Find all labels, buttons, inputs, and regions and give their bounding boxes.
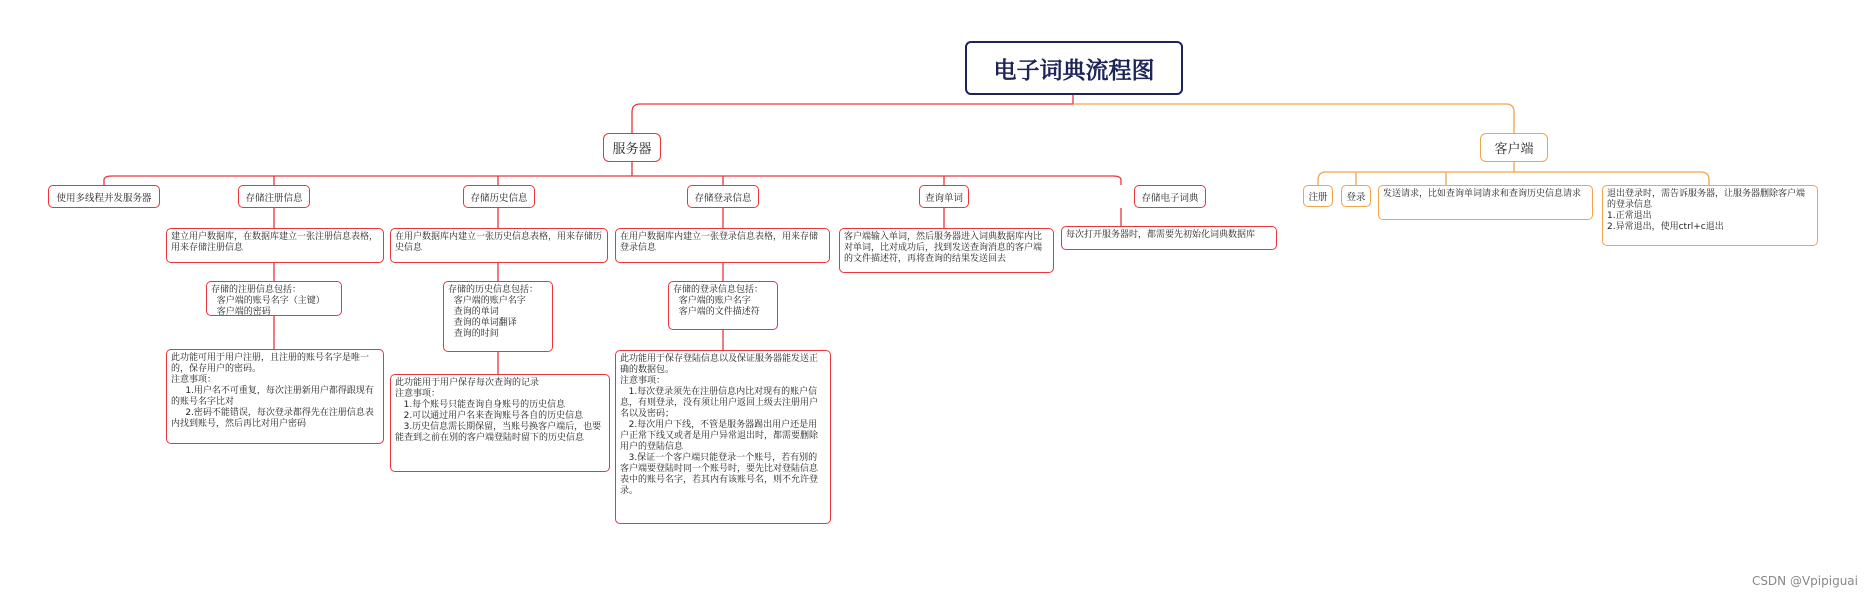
server-node: 服务器: [603, 133, 661, 162]
server-topic-query-word: 查询单词: [919, 185, 969, 208]
client-node: 客户端: [1480, 133, 1548, 162]
history-usage-note: 此功能用于用户保存每次查询的记录 注意事项： 1.每个账号只能查询自身账号的历史信息 2.可以通过用户名来查询账号各自的历史信息 3.历史信息需长期保留，当账号换客户端后，也要能查到之前在别的客户端登陆时留下的历史信息: [390, 374, 610, 472]
server-topic-store-registration: 存储注册信息: [238, 185, 310, 208]
login-fields-note: 存储的登录信息包括： 客户端的账户名字 客户端的文件描述符: [668, 281, 778, 330]
query-word-note: 客户端输入单词，然后服务器进入词典数据库内比对单词，比对成功后，找到发送查询消息的客户端的文件描述符，再将查询的结果发送回去: [839, 228, 1054, 273]
login-table-note: 在用户数据库内建立一张登录信息表格，用来存储登录信息: [615, 228, 830, 263]
client-topic-send-request: 发送请求，比如查询单词请求和查询历史信息请求: [1378, 185, 1593, 220]
client-topic-logout: 退出登录时，需告诉服务器，让服务器删除客户端的登录信息 1.正常退出 2.异常退出，使用ctrl+c退出: [1602, 185, 1818, 246]
client-topic-register: 注册: [1303, 185, 1333, 207]
diagram-title: 电子词典流程图: [965, 41, 1183, 95]
registration-usage-note: 此功能可用于用户注册，且注册的账号名字是唯一的，保存用户的密码。 注意事项： 1.用户名不可重复，每次注册新用户都得跟现有的账号名字比对 2.密码不能错误，每次登录都得先在注册信息表内找到账号，然后再比对用户密码: [166, 349, 384, 444]
server-topic-store-dictionary: 存储电子词典: [1134, 185, 1206, 208]
registration-table-note: 建立用户数据库，在数据库建立一张注册信息表格，用来存储注册信息: [166, 228, 384, 263]
history-table-note: 在用户数据库内建立一张历史信息表格，用来存储历史信息: [390, 228, 608, 263]
login-usage-note: 此功能用于保存登陆信息以及保证服务器能发送正确的数据包。 注意事项： 1.每次登录须先在注册信息内比对现有的账户信息，有则登录，没有须让用户返回上级去注册用户名以及密码； 2.每次用户下线，不管是服务器踢出用户还是用户正常下线又或者是用户异常退出时，都需要删除用户的登陆信息 3.保证一个客户端只能登录一个账号，若有别的客户端要登陆时同一个账号时，要先比对登陆信息表中的账号名字，若其内有该账号名，则不允许登录。: [615, 350, 831, 524]
dictionary-init-note: 每次打开服务器时，都需要先初始化词典数据库: [1061, 226, 1277, 250]
registration-fields-note: 存储的注册信息包括： 客户端的账号名字（主键） 客户端的密码: [206, 281, 342, 316]
client-topic-login: 登录: [1341, 185, 1371, 207]
server-topic-multithread: 使用多线程并发服务器: [48, 185, 160, 208]
server-topic-store-login: 存储登录信息: [687, 185, 759, 208]
server-topic-store-history: 存储历史信息: [463, 185, 535, 208]
history-fields-note: 存储的历史信息包括： 客户端的账户名字 查询的单词 查询的单词翻译 查询的时间: [443, 281, 553, 352]
watermark: CSDN @Vpipiguai: [1751, 574, 1858, 588]
